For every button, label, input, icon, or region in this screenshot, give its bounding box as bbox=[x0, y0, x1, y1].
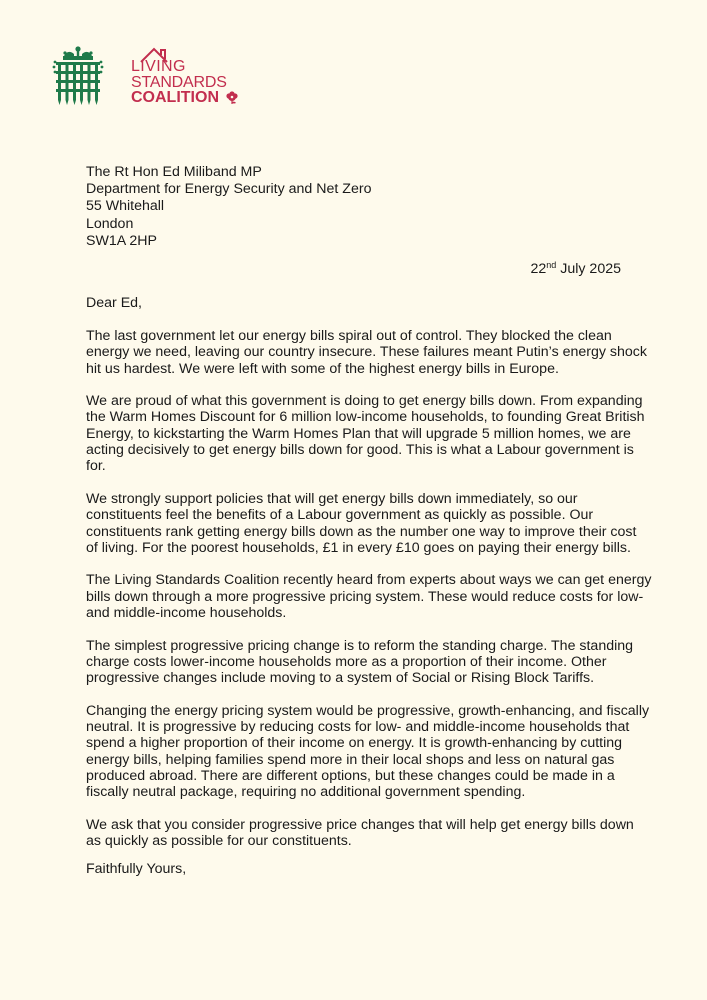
date-month-year: July 2025 bbox=[556, 261, 621, 277]
paragraph bbox=[86, 393, 645, 475]
paragraph-line: Changing the energy pricing system would be progressive, growth-enhancing, and fiscally bbox=[86, 702, 650, 719]
paragraph-line: constituents feel the benefits of a Labour government as quickly as possible. Our bbox=[86, 507, 594, 524]
logo-text-coalition: COALITION bbox=[131, 89, 219, 106]
paragraph-line: Energy, to kickstarting the Warm Homes Plan that will upgrade 5 million homes, we are bbox=[86, 425, 631, 442]
paragraph bbox=[86, 816, 634, 850]
recipient-address bbox=[86, 164, 371, 250]
letter-body bbox=[86, 328, 652, 866]
paragraph-line: The Living Standards Coalition recently heard from experts about ways we can get energy bbox=[86, 572, 652, 589]
paragraph-line: constituents rank getting energy bills down as the number one way to improve their cost bbox=[86, 523, 637, 540]
address-line-city: London bbox=[86, 215, 134, 232]
paragraph-line: We strongly support policies that will get energy bills down immediately, so our bbox=[86, 490, 578, 507]
closing: Faithfully Yours, bbox=[86, 861, 187, 877]
paragraph-line: progressive changes include moving to a system of Social or Rising Block Tariffs. bbox=[86, 670, 595, 687]
logo-text-standards: STANDARDS bbox=[131, 74, 227, 91]
paragraph bbox=[86, 328, 647, 377]
paragraph-line: charge costs lower-income households more as a proportion of their income. Other bbox=[86, 653, 607, 670]
paragraph-line: hit us hardest. We were left with some of the highest energy bills in Europe. bbox=[86, 360, 559, 377]
address-line-department: Department for Energy Security and Net Zero bbox=[86, 181, 372, 198]
paragraph bbox=[86, 490, 637, 556]
paragraph-line: acting decisively to get energy bills down for good. This is what a Labour government is bbox=[86, 442, 634, 459]
paragraph-line: as quickly as possible for our constituents. bbox=[86, 833, 352, 850]
date-ordinal-suffix: nd bbox=[546, 260, 557, 270]
portcullis-icon bbox=[52, 46, 104, 106]
paragraph-line: We ask that you consider progressive price changes that will help get energy bills down bbox=[86, 816, 634, 833]
paragraph-line: The last government let our energy bills spiral out of control. They blocked the clean bbox=[86, 328, 612, 344]
letter-date bbox=[531, 261, 621, 277]
paragraph-line: neutral. It is progressive by reducing costs for low- and middle-income households that bbox=[86, 719, 630, 736]
paragraph bbox=[86, 572, 652, 622]
paragraph-line: We are proud of what this government is doing to get energy bills down. From expanding bbox=[86, 393, 643, 410]
living-standards-coalition-logo bbox=[131, 47, 241, 109]
paragraph-line: bills down through a more progressive pricing system. These would reduce costs for low- bbox=[86, 588, 644, 605]
paragraph-line: the Warm Homes Discount for 6 million low-income households, to founding Great British bbox=[86, 409, 645, 426]
rose-icon bbox=[225, 91, 239, 105]
logo-text-living: LIVING bbox=[131, 58, 186, 75]
address-line-name: The Rt Hon Ed Miliband MP bbox=[86, 164, 262, 180]
address-line-street: 55 Whitehall bbox=[86, 198, 165, 215]
paragraph-line: spend a higher proportion of their income on energy. It is growth-enhancing by cutting bbox=[86, 735, 623, 752]
paragraph-line: for. bbox=[86, 458, 106, 475]
paragraph bbox=[86, 637, 634, 687]
paragraph-line: fiscally neutral package, requiring no additional government spending. bbox=[86, 784, 526, 801]
address-line-postcode: SW1A 2HP bbox=[86, 232, 157, 249]
date-day: 22 bbox=[530, 261, 547, 277]
paragraph-line: The simplest progressive pricing change is to reform the standing charge. The standing bbox=[86, 637, 634, 654]
paragraph-line: of living. For the poorest households, £1 in every £10 goes on paying their energy bills. bbox=[86, 539, 631, 556]
paragraph bbox=[86, 702, 650, 801]
paragraph-line: energy we need, leaving our country insecure. These failures meant Putin’s energy shock bbox=[86, 344, 647, 361]
salutation: Dear Ed, bbox=[86, 295, 142, 311]
paragraph-line: and middle-income households. bbox=[86, 605, 287, 622]
paragraph-line: produced abroad. There are different options, but these changes could be made in a bbox=[86, 768, 615, 785]
paragraph-line: energy bills, helping families spend more in their local shops and less on natural gas bbox=[86, 751, 615, 768]
